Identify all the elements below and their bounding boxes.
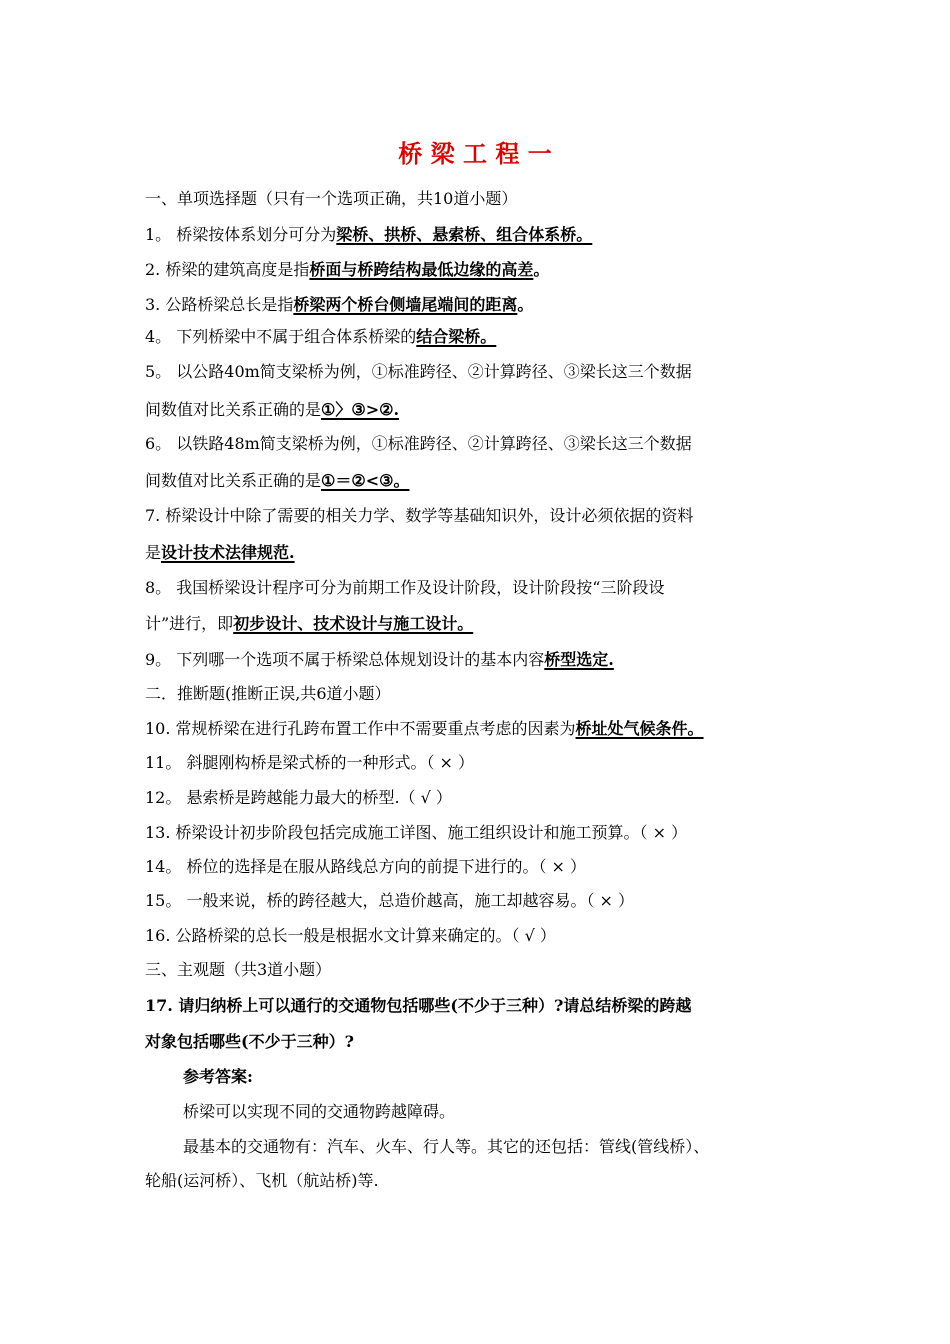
question-3 [145,294,835,316]
reference-answer-paragraph-2-line-2: 轮船(运河桥）、飞机（航站桥)等. [145,1171,379,1190]
question-8-line-2 [145,613,835,635]
question-5-line-2 [145,399,835,421]
question-7-line-2 [145,542,835,564]
question-8-line-1: 8。 我国桥梁设计程序可分为前期工作及设计阶段，设计阶段按“三阶段设 [145,578,665,597]
question-text: 间数值对比关系正确的是 [145,400,322,419]
answer-text: 桥型选定. [544,650,614,669]
answer-text: 初步设计、技术设计与施工设计。 [233,614,474,633]
question-text: 是 [145,543,162,562]
answer-text: 桥面与桥跨结构最低边缘的高差 [309,260,534,279]
answer-text: 梁桥、拱桥、悬索桥、组合体系桥。 [336,225,593,244]
question-text: 间数值对比关系正确的是 [145,471,322,490]
answer-tail: 。 [533,260,550,279]
question-text: 9。 下列哪一个选项不属于桥梁总体规划设计的基本内容 [145,650,545,669]
question-16: 16. 公路桥梁的总长一般是根据水文计算来确定的。（ √ ） [145,926,556,945]
question-6-line-2 [145,470,835,492]
question-10 [145,718,835,740]
question-text: 4。 下列桥梁中不属于组合体系桥梁的 [145,327,417,346]
reference-answer-paragraph-2-line-1: 最基本的交通物有：汽车、火车、行人等。其它的还包括：管线(管线桥）、 [183,1137,710,1156]
question-17-line-1: 17. 请归纳桥上可以通行的交通物包括哪些(不少于三种）?请总结桥梁的跨越 [145,996,692,1015]
reference-answer-paragraph-1: 桥梁可以实现不同的交通物跨越障碍。 [183,1102,456,1121]
answer-text: 设计技术法律规范. [161,543,295,562]
question-text: 3. 公路桥梁总长是指 [145,295,294,314]
question-11: 11。 斜腿刚构桥是梁式桥的一种形式。（ × ） [145,753,475,772]
answer-text: 桥梁两个桥台侧墙尾端间的距离 [293,295,518,314]
question-7-line-1: 7. 桥梁设计中除了需要的相关力学、数学等基础知识外，设计必须依据的资料 [145,506,694,525]
question-4 [145,326,835,348]
question-6-line-1: 6。 以铁路48m简支梁桥为例，①标准跨径、②计算跨径、③梁长这三个数据 [145,434,692,453]
question-2 [145,259,835,281]
question-14: 14。 桥位的选择是在服从路线总方向的前提下进行的。（ × ） [145,857,587,876]
question-15: 15。 一般来说，桥的跨径越大，总造价越高，施工却越容易。（ × ） [145,891,635,910]
answer-text: 桥址处气候条件。 [575,719,704,738]
reference-answer-label: 参考答案: [183,1067,253,1086]
question-1 [145,224,835,246]
section-heading-subjective: 三、主观题（共3道小题） [145,960,332,979]
document-title: 桥 梁 工 程 一 [398,140,552,168]
answer-text: ①〉③>②. [321,400,400,419]
answer-tail: 。 [517,295,534,314]
question-text: 2. 桥梁的建筑高度是指 [145,260,310,279]
question-5-line-1: 5。 以公路40m简支梁桥为例，①标准跨径、②计算跨径、③梁长这三个数据 [145,362,692,381]
question-13: 13. 桥梁设计初步阶段包括完成施工详图、施工组织设计和施工预算。（ × ） [145,823,688,842]
answer-text: ①＝②<③。 [321,471,410,490]
answer-text: 结合梁桥。 [416,327,497,346]
question-9 [145,649,835,671]
question-text: 1。 桥梁按体系划分可分为 [145,225,337,244]
question-12: 12。 悬索桥是跨越能力最大的桥型.（ √ ） [145,788,452,807]
question-text: 10. 常规桥梁在进行孔跨布置工作中不需要重点考虑的因素为 [145,719,576,738]
question-17-line-2: 对象包括哪些(不少于三种）? [145,1032,354,1051]
section-heading-single-choice: 一、单项选择题（只有一个选项正确，共10道小题） [145,189,518,208]
question-text: 计”进行，即 [145,614,234,633]
section-heading-true-false: 二．推断题(推断正误,共6道小题） [145,684,391,703]
